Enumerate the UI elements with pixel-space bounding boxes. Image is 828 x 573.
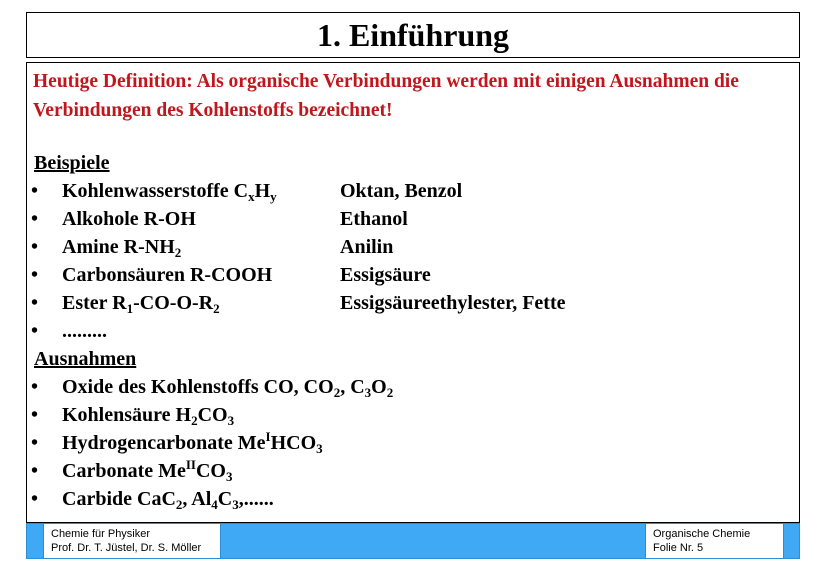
ausnahmen-heading: Ausnahmen [34,348,137,370]
footer-topic: Organische Chemie [653,528,751,540]
beispiele-item-example: Anilin [340,236,394,258]
ausnahmen-item-text: Oxide des Kohlenstoffs CO, $CO_2$, $C_3O_2$ [62,376,394,400]
beispiele-item-text: Ester $R_1-CO-O-R_2$ [62,292,220,316]
ausnahmen-item-text: Carbide CaC$_2$, $Al_4C_3$,...... [62,488,274,512]
beispiele-heading: Beispiele [34,152,110,174]
content-box [26,62,800,523]
bullet-icon: • [31,264,39,286]
beispiele-item-text: Alkohole R-OH [62,208,196,230]
ausnahmen-item-text: Hydrogencarbonate $Me^IHCO_3$ [62,429,323,456]
footer-course-title: Chemie für Physiker [51,528,151,540]
bullet-icon: • [31,404,39,426]
footer-bar [26,523,800,559]
footer-authors: Prof. Dr. T. Jüstel, Dr. S. Möller [51,542,202,554]
bullet-icon: • [31,236,39,258]
beispiele-item-text: ......... [62,320,107,342]
ausnahmen-item-text: Kohlensäure $H_2CO_3$ [62,404,235,428]
footer-slide-info [645,524,784,558]
beispiele-item-example: Oktan, Benzol [340,180,463,202]
bullet-icon: • [31,488,39,510]
beispiele-item-text: Amine $R-NH_2$ [62,236,182,260]
beispiele-item-example: Ethanol [340,208,408,230]
ausnahmen-item-text: Carbonate $Me^{II}CO_3$ [62,457,233,484]
bullet-icon: • [31,320,39,342]
bullet-icon: • [31,460,39,482]
bullet-icon: • [31,432,39,454]
bullet-icon: • [31,208,39,230]
slide-title: 1. Einführung [316,16,510,53]
title-box [26,12,800,58]
definition-text: Heutige Definition: Als organische Verbindungen werden mit einigen Ausnahmen die Verbindungen des Kohlenstoffs bezeichnet! [33,71,739,121]
footer-course-info [43,524,221,558]
bullet-icon: • [31,376,39,398]
bullet-icon: • [31,180,39,202]
footer-slide-number: Folie Nr. 5 [653,542,704,554]
bullet-icon: • [31,292,39,314]
beispiele-item-example: Essigsäureethylester, Fette [340,292,566,314]
beispiele-item-text: Kohlenwasserstoffe $C_xH_y$ [62,180,277,204]
beispiele-item-text: Carbonsäuren R-COOH [62,264,273,286]
beispiele-item-example: Essigsäure [340,264,431,286]
